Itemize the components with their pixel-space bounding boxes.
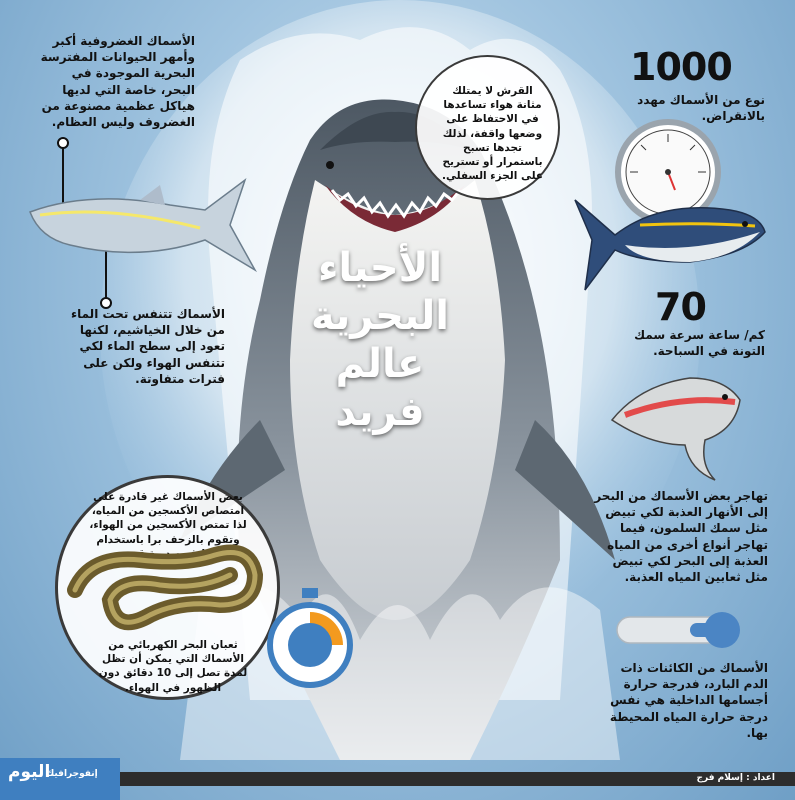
title-word-4: فريد bbox=[335, 389, 425, 435]
stat-70-number: 70 bbox=[655, 285, 706, 329]
footer-brand: اليوم bbox=[8, 762, 51, 782]
breathing-text: الأسماك تتنفس تحت الماء من خلال الخياشيم، لكنها تعود إلى سطح الماء لكي تتنفس الهواء ولكن على فترات متفاوتة. bbox=[71, 307, 225, 386]
title-word-3: عالم bbox=[335, 341, 425, 387]
footer-dark-strip bbox=[120, 772, 795, 786]
eel-circle-text: بعض الأسماك غير قادرة على امتصاص الأكسجين من المياه، لذا تمتص الأكسجين من الهواء، وتقوم بالزحف برا باستخدام زعانف صدرية قوية. bbox=[89, 491, 247, 560]
footer-credit: اعداد : إسلام فرج bbox=[696, 773, 775, 783]
footer-section: إنفوجرافيك bbox=[46, 769, 98, 779]
stat-70-text: كم/ ساعة سرعة سمك التونة في السباحة. bbox=[634, 328, 765, 359]
title-word-1: الأحياء bbox=[317, 245, 443, 291]
stat-1000-text: نوع من الأسماك مهدد بالانقراض. bbox=[637, 93, 765, 124]
thermo-text: الأسماك من الكائنات ذات الدم البارد، فدرجة حرارة أجسامها الداخلية هي نفس درجة حرارة المياه المحيطة بها. bbox=[609, 661, 768, 740]
shark-bladder-text: القرش لا يمتلك مثانة هواء تساعدها في الاحتفاظ على وضعها واقفة، لذلك تجدها تسبح باستمرار أو تستريح على الجزء السفلي. bbox=[441, 85, 544, 183]
title-word-2: البحرية bbox=[310, 293, 450, 339]
salmon-text: تهاجر بعض الأسماك من البحر إلى الأنهار العذبة لكي تبيض مثل سمك السلمون، فيما تهاجر أنواع أخرى من المياه العذبة إلى البحر لكي تبيض مثل ثعابين المياه العذبة. bbox=[594, 489, 768, 584]
eel-bottom-text: ثعبان البحر الكهربائي من الأسماك التي يمكن أن تظل لمدة تصل إلى 10 دقائق دون الظهور في الهواء. bbox=[98, 639, 248, 694]
cartilage-fish-text: الأسماك الغضروفية أكبر وأمهر الحيوانات المفترسة البحرية الموجودة في البحر، خاصة التي لديها هياكل عظمية مصنوعة من الغضروف وليس العظام. bbox=[40, 34, 195, 129]
footer-brand-box bbox=[0, 758, 120, 800]
stat-1000-number: 1000 bbox=[630, 45, 732, 89]
footer bbox=[0, 758, 795, 800]
